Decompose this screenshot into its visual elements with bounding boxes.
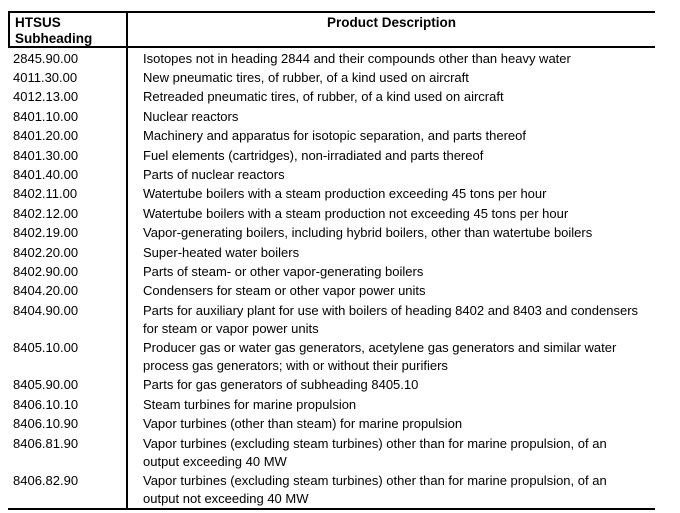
htsus-code-cell: 8401.10.00 (13, 108, 79, 124)
description-line: Condensers for steam or other vapor power units (143, 283, 426, 299)
table-row (8, 433, 655, 470)
htsus-code-cell: 8402.90.00 (13, 263, 79, 279)
htsus-code-cell: 8405.10.00 (13, 340, 79, 356)
description-line: Watertube boilers with a steam production exceeding 45 tons per hour (143, 186, 547, 202)
description-cell (126, 281, 655, 300)
description-line: Nuclear reactors (143, 108, 239, 124)
description-cell (126, 394, 655, 413)
description-line: Super-heated water boilers (143, 244, 300, 260)
description-line: output not exceeding 40 MW (143, 490, 309, 506)
header-product-description: Product Description (126, 13, 655, 46)
table-row (8, 281, 655, 300)
description-cell (126, 338, 655, 375)
description-line: Vapor turbines (excluding steam turbines) other than for marine propulsion, of an (143, 435, 607, 451)
description-cell (126, 375, 655, 394)
description-cell (126, 126, 655, 145)
description-cell (126, 433, 655, 470)
description-line: Parts for auxiliary plant for use with boilers of heading 8402 and 8403 and condensers (143, 302, 639, 318)
table-body (8, 48, 655, 508)
description-cell (126, 242, 655, 261)
description-cell (126, 300, 655, 337)
description-cell (126, 145, 655, 164)
htsus-code-cell: 8406.10.90 (13, 416, 79, 432)
table-row (8, 338, 655, 375)
description-line: Vapor turbines (excluding steam turbines) other than for marine propulsion, of an (143, 472, 607, 488)
htsus-code-cell: 8402.12.00 (13, 205, 79, 221)
description-line: process gas generators; with or without their purifiers (143, 358, 448, 373)
description-cell (126, 106, 655, 125)
table-row (8, 164, 655, 183)
description-line: New pneumatic tires, of rubber, of a kind used on aircraft (143, 69, 469, 85)
description-line: Parts of nuclear reactors (143, 166, 285, 182)
table-row (8, 203, 655, 222)
description-line: Fuel elements (cartridges), non-irradiated and parts thereof (143, 147, 484, 163)
table-row (8, 184, 655, 203)
description-line: Vapor-generating boilers, including hybrid boilers, other than watertube boilers (143, 225, 593, 241)
table-row (8, 470, 655, 507)
table-row (8, 126, 655, 145)
description-line: Watertube boilers with a steam production not exceeding 45 tons per hour (143, 205, 569, 221)
description-cell (126, 184, 655, 203)
htsus-code-cell: 8406.81.90 (13, 435, 79, 451)
header-htsus-subheading (10, 13, 126, 46)
description-cell (126, 470, 655, 507)
description-cell (126, 87, 655, 106)
description-line: output exceeding 40 MW (143, 453, 287, 469)
table-row (8, 106, 655, 125)
description-cell (126, 223, 655, 242)
description-cell (126, 203, 655, 222)
htsus-code-cell: 8406.82.90 (13, 472, 79, 488)
description-cell (126, 164, 655, 183)
htsus-table (8, 11, 655, 510)
htsus-code-cell: 4011.30.00 (13, 69, 78, 85)
description-line: Vapor turbines (other than steam) for marine propulsion (143, 416, 463, 432)
htsus-code-cell: 8401.30.00 (13, 147, 79, 163)
htsus-code-cell: 8402.19.00 (13, 225, 79, 241)
htsus-code-cell: 4012.13.00 (13, 89, 79, 105)
table-row (8, 145, 655, 164)
htsus-code-cell: 8405.90.00 (13, 377, 79, 393)
description-line: Producer gas or water gas generators, acetylene gas generators and similar water (143, 340, 617, 356)
htsus-code-cell: 2845.90.00 (13, 50, 79, 66)
description-line: for steam or vapor power units (143, 320, 319, 336)
description-line: Steam turbines for marine propulsion (143, 396, 357, 412)
description-line: Retreaded pneumatic tires, of rubber, of a kind used on aircraft (143, 89, 504, 105)
htsus-code-cell: 8401.40.00 (13, 166, 79, 182)
description-cell (126, 414, 655, 433)
header-htsus-line2: Subheading (15, 30, 93, 46)
description-cell (126, 67, 655, 86)
description-line: Parts of steam- or other vapor-generating boilers (143, 263, 424, 279)
htsus-code-cell: 8406.10.10 (13, 396, 79, 412)
description-line: Machinery and apparatus for isotopic separation, and parts thereof (143, 128, 527, 144)
htsus-code-cell: 8402.20.00 (13, 244, 79, 260)
table-row (8, 87, 655, 106)
htsus-code-cell: 8401.20.00 (13, 128, 79, 144)
table-row (8, 67, 655, 86)
htsus-code-cell: 8404.20.00 (13, 283, 79, 299)
description-cell (126, 48, 655, 67)
table-row (8, 223, 655, 242)
table-header-row (8, 13, 655, 48)
table-row (8, 375, 655, 394)
table-row (8, 394, 655, 413)
description-line: Parts for gas generators of subheading 8405.10 (143, 377, 419, 393)
table-row (8, 414, 655, 433)
htsus-code-cell: 8404.90.00 (13, 302, 79, 318)
table-row (8, 261, 655, 280)
header-htsus-line1: HTSUS (15, 15, 61, 30)
description-cell (126, 261, 655, 280)
table-row (8, 242, 655, 261)
table-row (8, 300, 655, 337)
description-line: Isotopes not in heading 2844 and their compounds other than heavy water (143, 50, 571, 66)
table-row (8, 48, 655, 67)
htsus-code-cell: 8402.11.00 (13, 186, 78, 202)
